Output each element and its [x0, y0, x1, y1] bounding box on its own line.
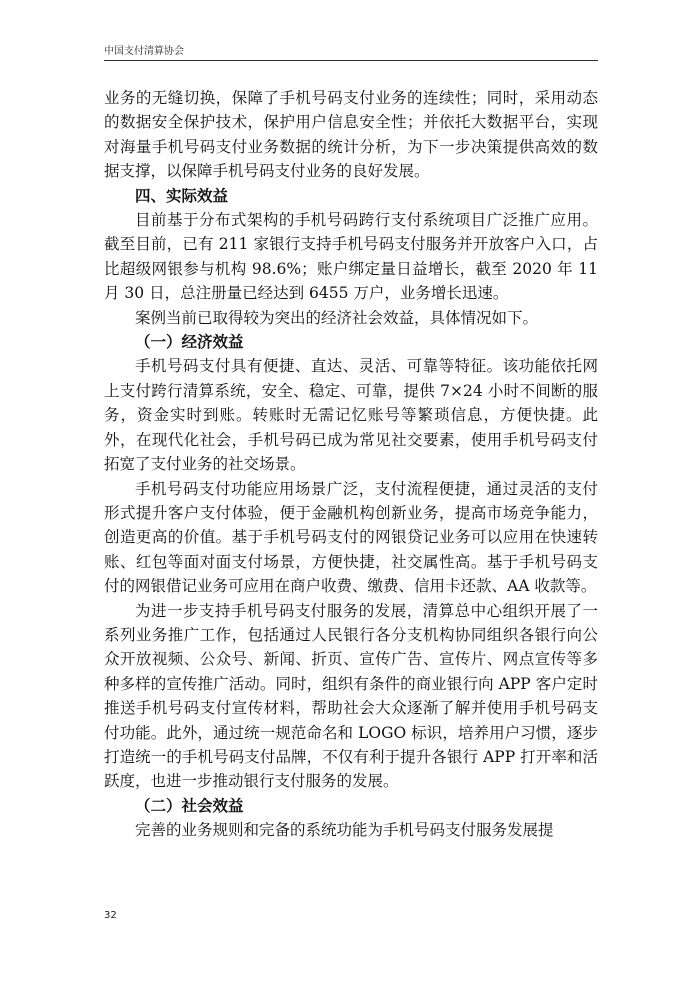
subsection-heading-economic-benefits: （一）经济效益	[135, 332, 244, 352]
document-body	[104, 86, 598, 843]
header-divider	[104, 60, 598, 61]
paragraph-continuation: 业务的无缝切换，保障了手机号码支付业务的连续性；同时，采用动态的数据安全保护技术，保护用户信息安全性；并依托大数据平台，实现对海量手机号码支付业务数据的统计分析，为下一步决策提供高效的数据支撑，以保障手机号码支付业务的良好发展。	[104, 89, 598, 181]
paragraph-promotion-work: 为进一步支持手机号码支付服务的发展，清算总中心组织开展了一系列业务推广工作，包括通过人民银行各分支机构协同组织各银行向公众开放视频、公众号、新闻、折页、宣传广告、宣传片、网点宣传等多种多样的宣传推广活动。同时，组织有条件的商业银行向 APP 客户定时推送手机号码支付宣传材料，帮助社会大众逐渐了解并使用手机号码支付功能。此外，通过统一规范命名和 LOGO 标识，培养用户习惯，逐步打造统一的手机号码支付品牌，不仅有利于提升各银行 APP 打开率和活跃度，也进一步推动银行支付服务的发展。	[104, 601, 598, 791]
paragraph-deployment-status: 目前基于分布式架构的手机号码跨行支付系统项目广泛推广应用。截至目前，已有 211 家银行支持手机号码支付服务并开放客户入口，占比超级网银参与机构 98.6%；账户绑定量日益增长，截至 2020 年 11 月 30 日，总注册量已经达到 6455 万户，业务增长迅速。	[104, 211, 598, 303]
paragraph-social-benefits: 完善的业务规则和完备的系统功能为手机号码支付服务发展提	[135, 821, 554, 840]
paragraph-benefits-intro: 案例当前已取得较为突出的经济社会效益，具体情况如下。	[135, 308, 539, 327]
paragraph-application-scenarios: 手机号码支付功能应用场景广泛，支付流程便捷，通过灵活的支付形式提升客户支付体验，便于金融机构创新业务，提高市场竞争能力，创造更高的价值。基于手机号码支付的网银贷记业务可以应用在快速转账、红包等面对面支付场景，方便快捷，社交属性高。基于手机号码支付的网银借记业务可应用在商户收费、缴费、信用卡还款、AA 收款等。	[104, 479, 598, 596]
subsection-heading-social-benefits: （二）社会效益	[135, 795, 244, 815]
page-number: 32	[104, 910, 117, 921]
paragraph-payment-features: 手机号码支付具有便捷、直达、灵活、可靠等特征。该功能依托网上支付跨行清算系统，安全、稳定、可靠，提供 7×24 小时不间断的服务，资金实时到账。转账时无需记忆账号等繁琐信息，方便快捷。此外，在现代化社会，手机号码已成为常见社交要素，使用手机号码支付拓宽了支付业务的社交场景。	[104, 357, 598, 474]
running-header: 中国支付清算协会	[104, 46, 184, 57]
section-heading-practical-benefits: 四、实际效益	[135, 185, 229, 205]
